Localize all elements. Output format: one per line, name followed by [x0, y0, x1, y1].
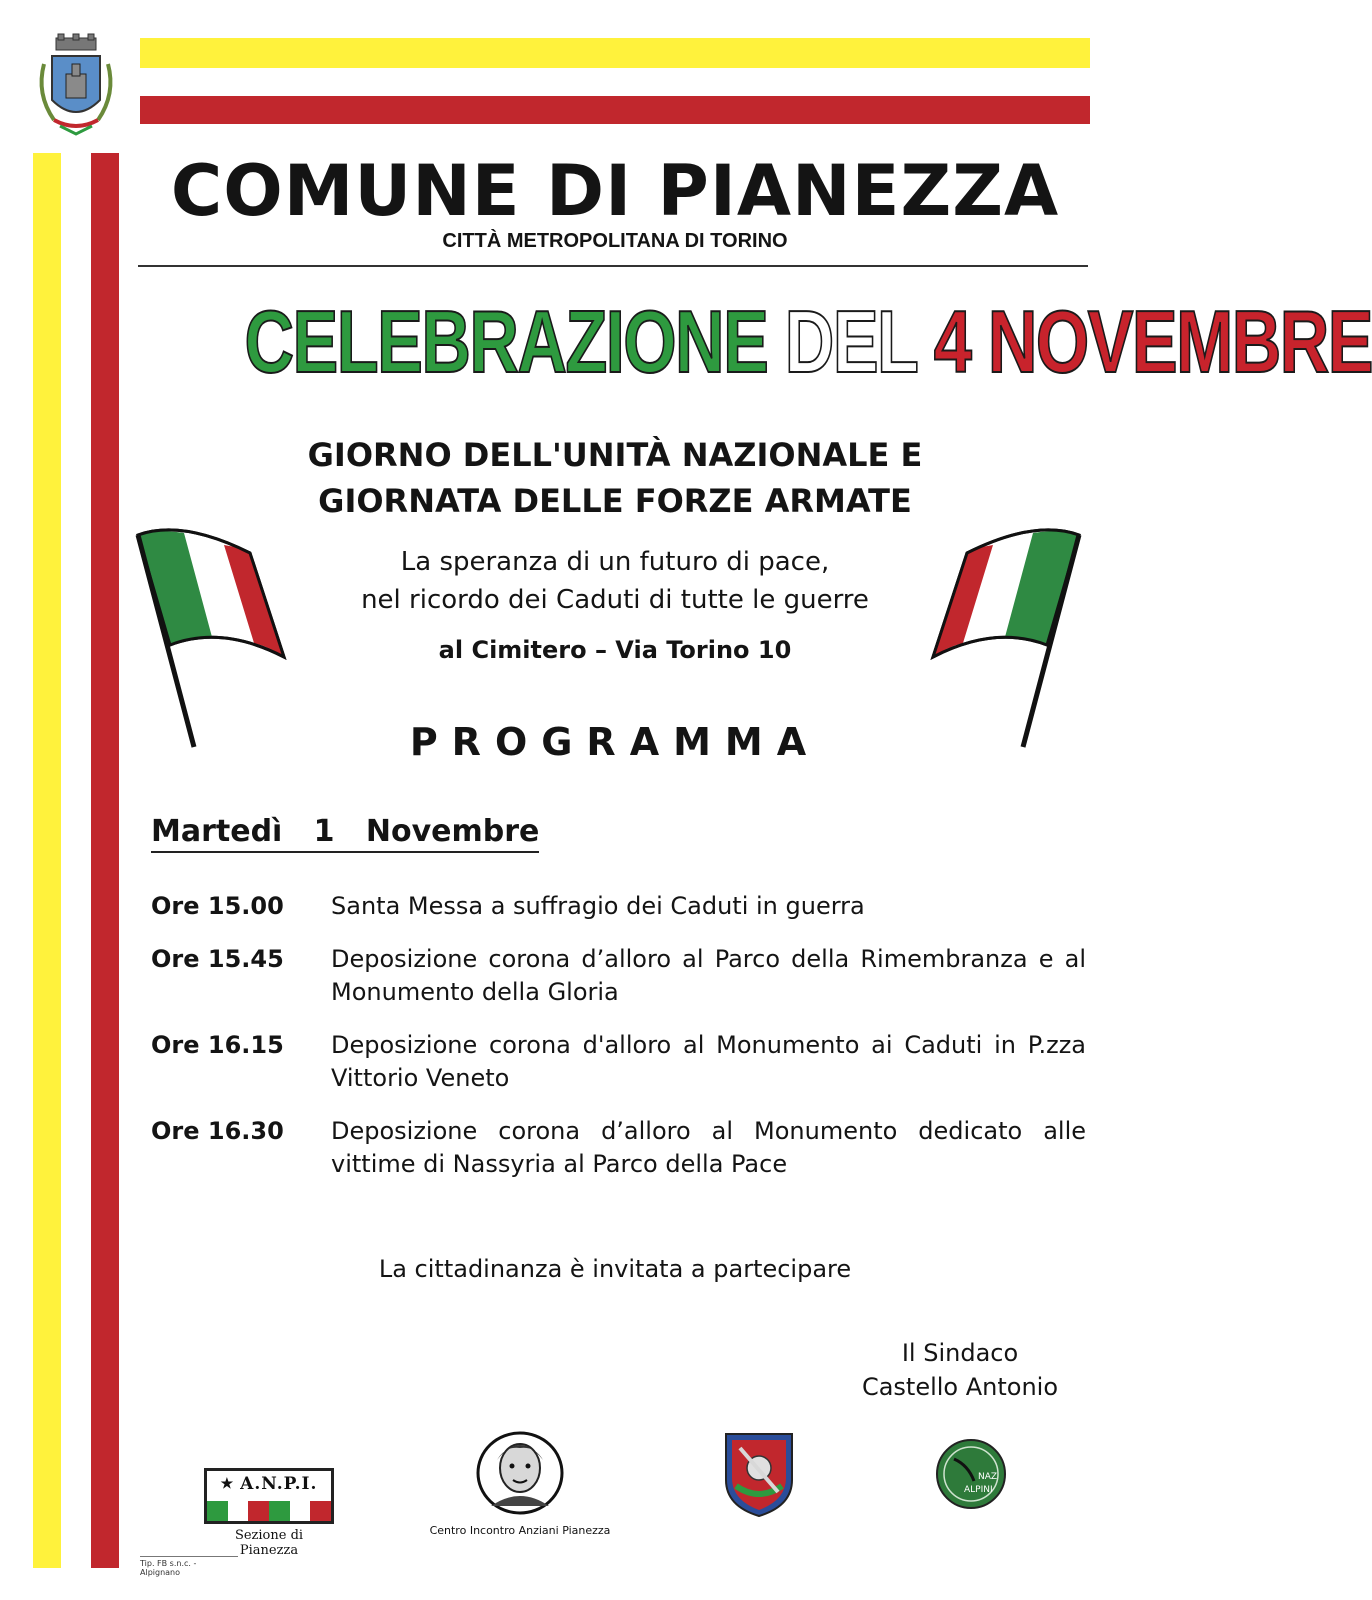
cia-label: Centro Incontro Anziani Pianezza	[429, 1524, 611, 1537]
programma-heading: PROGRAMMA	[409, 720, 821, 764]
tagline-line1: La speranza di un futuro di pace,	[400, 547, 830, 577]
star-icon: ★	[220, 1476, 235, 1492]
program-time: Ore 15.00	[151, 892, 284, 920]
yellow-stripe-top	[140, 38, 1090, 68]
red-stripe-left	[91, 153, 119, 1568]
cia-logo	[420, 1430, 620, 1537]
program-item	[151, 890, 1086, 923]
program-description: Deposizione corona d'alloro al Monumento ai Caduti in P.zza Vittorio Veneto	[331, 1031, 1086, 1092]
elderly-portrait-icon	[475, 1430, 565, 1516]
printer-credit: Tip. FB s.n.c. - Alpignano	[140, 1556, 238, 1577]
event-date: Martedì 1 Novembre	[151, 814, 539, 853]
event-location: al Cimitero – Via Torino 10	[438, 636, 792, 664]
tagline-line2: nel ricordo dei Caduti di tutte le guerre	[361, 585, 869, 615]
page-title: COMUNE DI PIANEZZA	[170, 150, 1060, 232]
alpini-text-naz: NAZ	[978, 1472, 998, 1482]
municipal-crest-icon	[34, 34, 118, 140]
event-heading	[200, 432, 1030, 524]
military-shield-icon	[722, 1428, 796, 1518]
anpi-tricolor-bars	[207, 1501, 331, 1521]
anpi-subtitle: Sezione di Pianezza	[234, 1528, 304, 1558]
program-description: Santa Messa a suffragio dei Caduti in guerra	[331, 892, 865, 920]
header-divider	[138, 265, 1088, 267]
event-tagline	[300, 543, 930, 619]
program-list	[151, 890, 1086, 1201]
event-heading-line2: GIORNATA DELLE FORZE ARMATE	[318, 482, 912, 520]
signature-name: Castello Antonio	[861, 1373, 1059, 1401]
anpi-logo	[204, 1468, 334, 1558]
program-item	[151, 1115, 1086, 1181]
celebration-part-red: 4 NOVEMBRE	[933, 292, 1372, 391]
program-item	[151, 1029, 1086, 1095]
program-time: Ore 16.30	[151, 1117, 284, 1145]
italian-flag-left-icon	[132, 525, 317, 755]
signature-role: Il Sindaco	[901, 1339, 1019, 1367]
invitation-text: La cittadinanza è invitata a partecipare	[378, 1255, 852, 1283]
program-time: Ore 15.45	[151, 945, 284, 973]
event-heading-line1: GIORNO DELL'UNITÀ NAZIONALE E	[307, 436, 923, 474]
celebration-part-green: CELEBRAZIONE	[244, 292, 768, 391]
anpi-logo-box	[204, 1468, 334, 1524]
celebration-title	[244, 292, 1372, 392]
anpi-title: A.N.P.I.	[240, 1474, 318, 1494]
celebration-part-white: DEL	[784, 292, 917, 391]
signature-block	[840, 1336, 1080, 1404]
alpini-text-alpini: ALPINI	[964, 1485, 993, 1495]
program-description: Deposizione corona d’alloro al Monumento dedicato alle vittime di Nassyria al Parco della Pace	[331, 1117, 1086, 1178]
red-stripe-top	[140, 96, 1090, 124]
program-description: Deposizione corona d’alloro al Parco della Rimembranza e al Monumento della Gloria	[331, 945, 1086, 1006]
yellow-stripe-left	[33, 153, 61, 1568]
program-time: Ore 16.15	[151, 1031, 284, 1059]
page-subtitle: CITTÀ METROPOLITANA DI TORINO	[442, 230, 788, 252]
alpini-logo-icon	[934, 1437, 1008, 1511]
program-item	[151, 943, 1086, 1009]
